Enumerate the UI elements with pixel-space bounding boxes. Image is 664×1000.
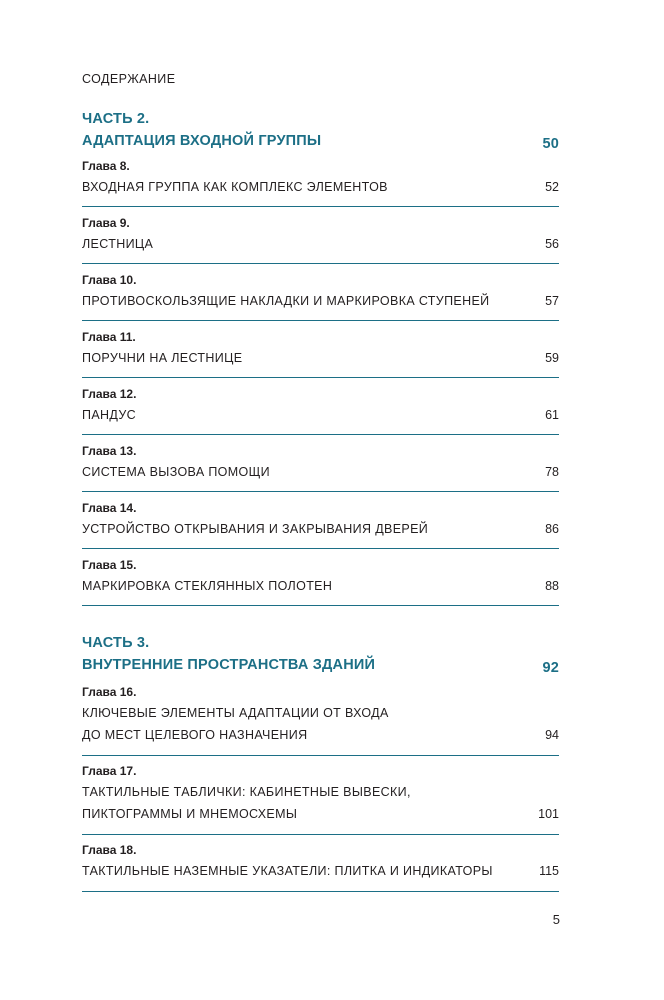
- chapter-label: Глава 15.: [82, 558, 137, 572]
- chapter-page-number: 115: [539, 864, 559, 878]
- divider: [82, 320, 559, 321]
- chapter-label: Глава 18.: [82, 843, 137, 857]
- chapter-label: Глава 10.: [82, 273, 137, 287]
- toc-entry[interactable]: [82, 270, 559, 312]
- chapter-title: УСТРОЙСТВО ОТКРЫВАНИЯ И ЗАКРЫВАНИЯ ДВЕРЕЙ: [82, 522, 429, 536]
- chapter-title: ПРОТИВОСКОЛЬЗЯЩИЕ НАКЛАДКИ И МАРКИРОВКА СТУПЕНЕЙ: [82, 294, 490, 308]
- chapter-page-number: 56: [545, 237, 559, 251]
- chapter-title-line: ПИКТОГРАММЫ И МНЕМОСХЕМЫ: [82, 807, 298, 821]
- chapter-page-number: 57: [545, 294, 559, 308]
- chapter-title: СИСТЕМА ВЫЗОВА ПОМОЩИ: [82, 465, 270, 479]
- toc-entry[interactable]: [82, 441, 559, 483]
- divider: [82, 206, 559, 207]
- chapter-page-number: 52: [545, 180, 559, 194]
- part-label: ЧАСТЬ 2.: [82, 111, 150, 127]
- chapter-page-number: 86: [545, 522, 559, 536]
- toc-entry[interactable]: [82, 682, 559, 746]
- chapter-title: МАРКИРОВКА СТЕКЛЯННЫХ ПОЛОТЕН: [82, 579, 333, 593]
- part-heading[interactable]: [82, 632, 559, 676]
- divider: [82, 891, 559, 892]
- divider: [82, 605, 559, 606]
- divider: [82, 755, 559, 756]
- page-number: 5: [552, 912, 560, 927]
- part-title: АДАПТАЦИЯ ВХОДНОЙ ГРУППЫ: [82, 133, 322, 149]
- chapter-title: ВХОДНАЯ ГРУППА КАК КОМПЛЕКС ЭЛЕМЕНТОВ: [82, 180, 388, 194]
- chapter-label: Глава 11.: [82, 330, 136, 344]
- chapter-label: Глава 16.: [82, 685, 137, 699]
- chapter-title-line: КЛЮЧЕВЫЕ ЭЛЕМЕНТЫ АДАПТАЦИИ ОТ ВХОДА: [82, 706, 389, 720]
- toc-entry[interactable]: [82, 840, 559, 882]
- chapter-page-number: 59: [545, 351, 559, 365]
- chapter-title: ЛЕСТНИЦА: [82, 237, 154, 251]
- toc-entry[interactable]: [82, 498, 559, 540]
- toc-entry[interactable]: [82, 384, 559, 426]
- chapter-title: ТАКТИЛЬНЫЕ НАЗЕМНЫЕ УКАЗАТЕЛИ: ПЛИТКА И ИНДИКАТОРЫ: [82, 864, 493, 878]
- chapter-label: Глава 9.: [82, 216, 130, 230]
- divider: [82, 491, 559, 492]
- chapter-title-line: ДО МЕСТ ЦЕЛЕВОГО НАЗНАЧЕНИЯ: [82, 728, 308, 742]
- divider: [82, 548, 559, 549]
- chapter-label: Глава 12.: [82, 387, 137, 401]
- part-page-number: 50: [542, 136, 559, 152]
- toc-entry[interactable]: [82, 213, 559, 255]
- chapter-page-number: 101: [538, 807, 559, 821]
- toc-header: СОДЕРЖАНИЕ: [82, 72, 176, 86]
- chapter-title: ПОРУЧНИ НА ЛЕСТНИЦЕ: [82, 351, 243, 365]
- toc-entry[interactable]: [82, 761, 559, 825]
- chapter-label: Глава 13.: [82, 444, 137, 458]
- toc-entry[interactable]: [82, 555, 559, 597]
- chapter-title-line: ТАКТИЛЬНЫЕ ТАБЛИЧКИ: КАБИНЕТНЫЕ ВЫВЕСКИ,: [82, 785, 411, 799]
- chapter-title: ПАНДУС: [82, 408, 137, 422]
- divider: [82, 377, 559, 378]
- chapter-page-number: 88: [545, 579, 559, 593]
- part-title: ВНУТРЕННИЕ ПРОСТРАНСТВА ЗДАНИЙ: [82, 657, 376, 673]
- chapter-page-number: 78: [545, 465, 559, 479]
- chapter-label: Глава 17.: [82, 764, 137, 778]
- divider: [82, 434, 559, 435]
- chapter-page-number: 94: [545, 728, 559, 742]
- chapter-page-number: 61: [545, 408, 559, 422]
- divider: [82, 263, 559, 264]
- part-page-number: 92: [542, 660, 559, 676]
- part-label: ЧАСТЬ 3.: [82, 635, 150, 651]
- chapter-label: Глава 14.: [82, 501, 137, 515]
- toc-entry[interactable]: [82, 327, 559, 369]
- chapter-label: Глава 8.: [82, 159, 130, 173]
- toc-entry[interactable]: [82, 156, 559, 198]
- part-heading[interactable]: [82, 108, 559, 152]
- divider: [82, 834, 559, 835]
